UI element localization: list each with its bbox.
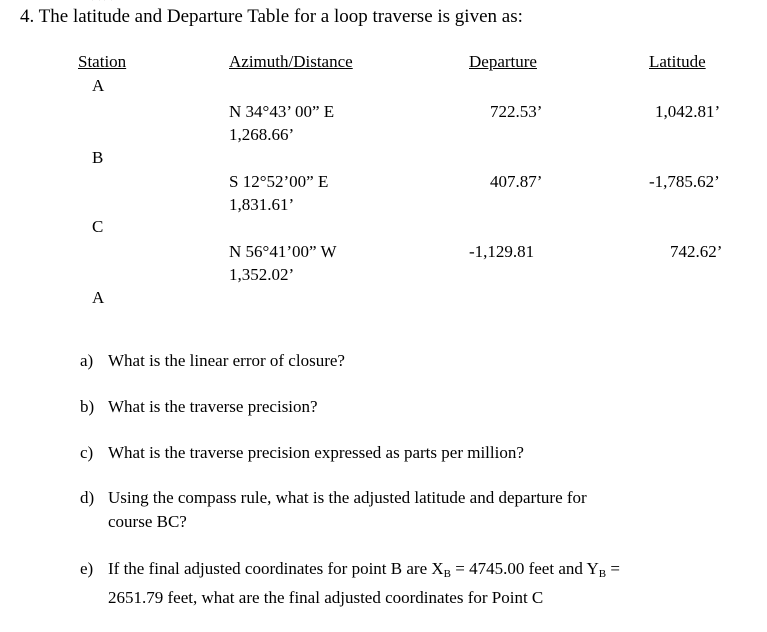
question-text: course BC? xyxy=(108,512,187,531)
subscript: B xyxy=(443,568,451,580)
station-label: A xyxy=(92,76,105,95)
header-departure: Departure xyxy=(469,52,537,71)
course-bearing: N 56°41’00” W xyxy=(229,242,337,261)
question-a xyxy=(80,349,345,373)
question-text: Using the compass rule, what is the adjusted latitude and departure for xyxy=(108,488,587,507)
question-label: e) xyxy=(80,559,94,578)
question-label: b) xyxy=(80,397,95,416)
course-departure: 407.87’ xyxy=(490,172,543,191)
question-label: a) xyxy=(80,351,94,370)
course-distance: 1,352.02’ xyxy=(229,265,295,284)
question-text: If the final adjusted coordinates for point B are X xyxy=(108,559,444,578)
subscript: B xyxy=(598,568,607,580)
question-label: d) xyxy=(80,488,95,507)
question-b xyxy=(80,395,318,419)
course-bearing: S 12°52’00” E xyxy=(229,172,329,191)
question-e xyxy=(80,557,620,610)
question-text: = xyxy=(606,559,620,578)
header-station: Station xyxy=(78,52,127,71)
question-label: c) xyxy=(80,443,94,462)
course-distance: 1,268.66’ xyxy=(229,125,295,144)
question-text: What is the traverse precision? xyxy=(108,397,318,416)
station-label: A xyxy=(92,288,105,307)
course-distance: 1,831.61’ xyxy=(229,195,295,214)
header-azimuth-distance: Azimuth/Distance xyxy=(229,52,353,71)
station-label: C xyxy=(92,217,104,236)
course-latitude: -1,785.62’ xyxy=(649,172,720,191)
course-departure: 722.53’ xyxy=(490,102,543,121)
question-text: = 4745.00 feet and Y xyxy=(451,559,599,578)
course-bearing: N 34°43’ 00” E xyxy=(229,102,335,121)
question-c xyxy=(80,441,524,465)
course-departure: -1,129.81 xyxy=(469,242,535,261)
question-d xyxy=(80,486,587,534)
question-text: What is the linear error of closure? xyxy=(108,351,345,370)
problem-title: 4. The latitude and Departure Table for a loop traverse is given as: xyxy=(20,6,523,27)
station-label: B xyxy=(92,148,104,167)
question-text: 2651.79 feet, what are the final adjusted coordinates for Point C xyxy=(108,588,544,607)
question-text: What is the traverse precision expressed as parts per million? xyxy=(108,443,524,462)
cropped-text-fragment xyxy=(90,0,114,2)
course-latitude: 1,042.81’ xyxy=(655,102,721,121)
header-latitude: Latitude xyxy=(649,52,706,71)
course-latitude: 742.62’ xyxy=(670,242,723,261)
